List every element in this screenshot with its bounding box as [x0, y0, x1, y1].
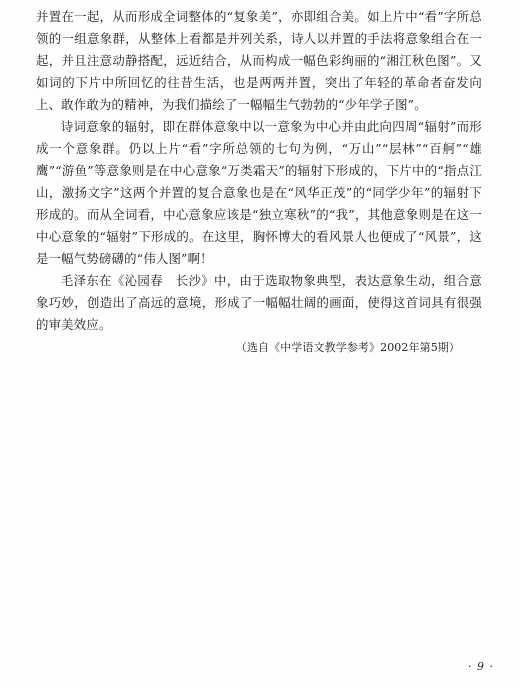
paragraph-2: 诗词意象的辐射，即在群体意象中以一意象为中心并由此向四周“辐射”而形成一个意象群。仍以上片“看”字所总领的七句为例，“万山”“层林”“百舸”“雄鹰”“游鱼”等意象则是在中心意象“万类霜天”的辐射下形成的，下片中的“指点江山，激扬文字”这两个并置的复合意象也是在“风华正茂”的“同学少年”的辐射下形成的。而从全词看，中心意象应该是“独立寒秋”的“我”，其他意象则是在这一中心意象的“辐射”下形成的。在这里，胸怀博大的看风景人也便成了“风景”，这是一幅气势磅礴的“伟人图”啊！: [36, 119, 482, 266]
article-body: [36, 6, 482, 357]
source-citation: （选自《中学语文教学参考》2002年第5期）: [235, 341, 460, 354]
page-number: · 9 ·: [468, 660, 494, 673]
paragraph-3: 毛泽东在《沁园春 长沙》中，由于选取物象典型，表达意象生动，组合意象巧妙，创造出了高远的意境，形成了一幅幅壮阔的画面，使得这首词具有很强的审美效应。: [36, 273, 482, 332]
paragraph-1: 并置在一起，从而形成全词整体的“复象美”，亦即组合美。如上片中“看”字所总领的一组意象群，从整体上看都是并列关系，诗人以并置的手法将意象组合在一起，并且注意动静搭配，远近结合，从而构成一幅色彩绚丽的“湘江秋色图”。又如词的下片中所回忆的往昔生活，也是两两并置，突出了年轻的革命者奋发向上、敢作敢为的精神，为我们描绘了一幅幅生气勃勃的“少年学子图”。: [36, 9, 482, 112]
